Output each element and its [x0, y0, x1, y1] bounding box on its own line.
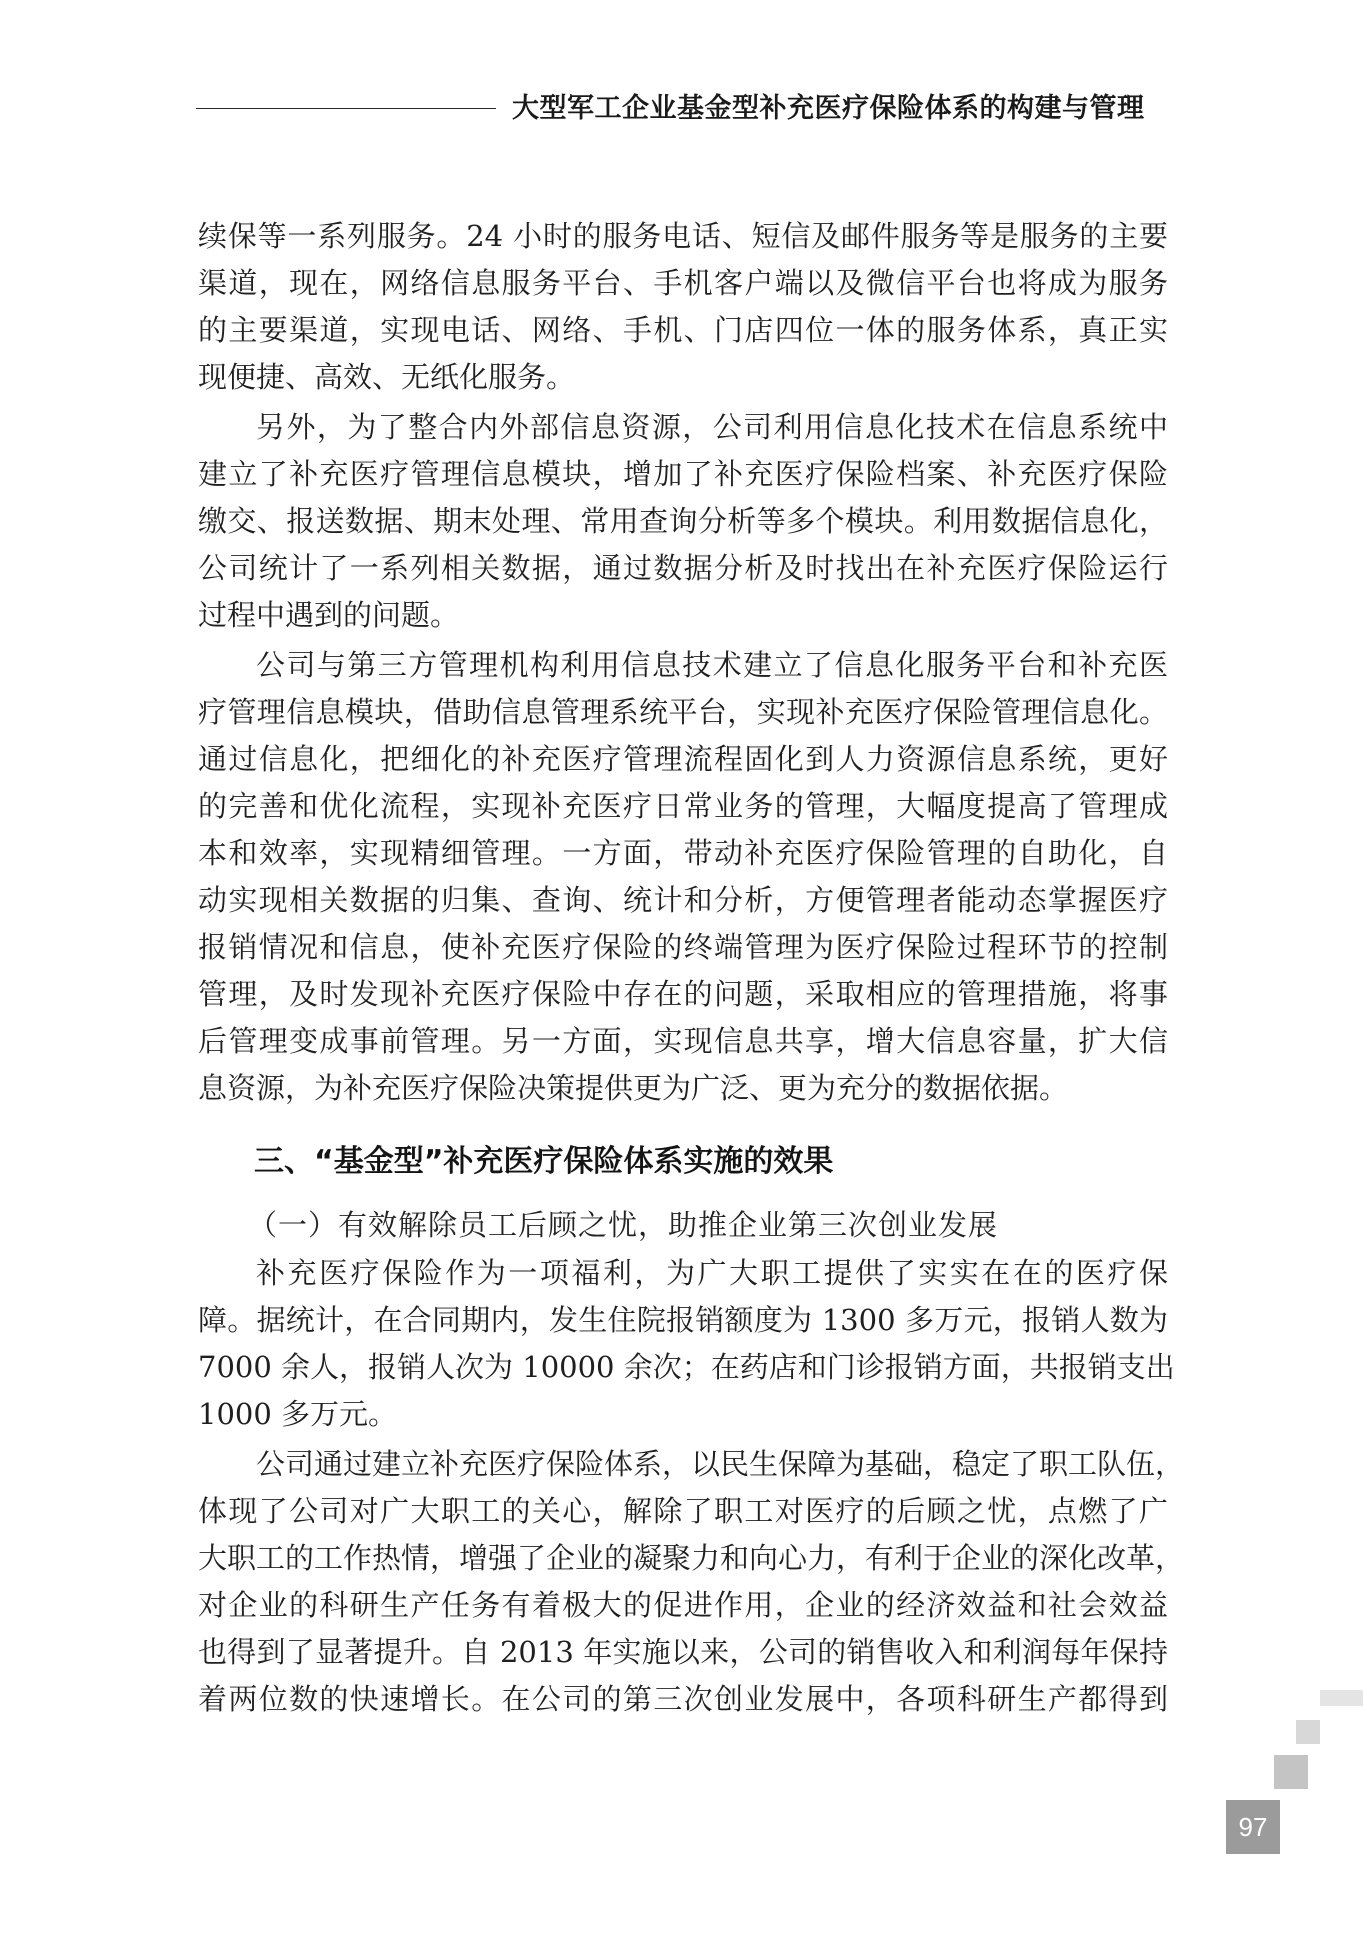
text-line: 后管理变成事前管理。另一方面，实现信息共享，增大信息容量，扩大信 [198, 1024, 1168, 1058]
text-line: 补充医疗保险作为一项福利，为广大职工提供了实实在在的医疗保 [256, 1256, 1168, 1290]
paragraph [198, 213, 1168, 401]
text-line: 障。据统计，在合同期内，发生住院报销额度为 1300 多万元，报销人数为 [198, 1303, 1168, 1337]
paragraph [198, 404, 1168, 639]
text-line: 着两位数的快速增长。在公司的第三次创业发展中，各项科研生产都得到 [198, 1682, 1168, 1716]
text-line: 动实现相关数据的归集、查询、统计和分析，方便管理者能动态掌握医疗 [198, 883, 1168, 917]
decorative-square [1274, 1755, 1308, 1789]
text-line: 的完善和优化流程，实现补充医疗日常业务的管理，大幅度提高了管理成 [198, 789, 1168, 823]
text-line: 续保等一系列服务。24 小时的服务电话、短信及邮件服务等是服务的主要 [198, 219, 1168, 253]
decorative-square [1296, 1720, 1320, 1744]
text-line: 本和效率，实现精细管理。一方面，带动补充医疗保险管理的自助化，自 [198, 836, 1168, 870]
text-line: 公司与第三方管理机构利用信息技术建立了信息化服务平台和补充医 [256, 648, 1168, 682]
running-header-title: 大型军工企业基金型补充医疗保险体系的构建与管理 [512, 93, 1145, 124]
text-line: 现便捷、高效、无纸化服务。 [198, 360, 576, 394]
text-line: 公司统计了一系列相关数据，通过数据分析及时找出在补充医疗保险运行 [198, 551, 1168, 585]
text-line: 报销情况和信息，使补充医疗保险的终端管理为医疗保险过程环节的控制 [198, 930, 1168, 964]
text-line: 也得到了显著提升。自 2013 年实施以来，公司的销售收入和利润每年保持 [198, 1635, 1168, 1669]
paragraph [198, 642, 1168, 1112]
decorative-square [1320, 1690, 1363, 1706]
body-text [198, 213, 1185, 1723]
text-line: 对企业的科研生产任务有着极大的促进作用，企业的经济效益和社会效益 [198, 1588, 1168, 1622]
text-line: 1000 多万元。 [198, 1397, 398, 1431]
section-heading: 三、“基金型”补充医疗保险体系实施的效果 [254, 1144, 834, 1179]
sub-heading: （一）有效解除员工后顾之忧，助推企业第三次创业发展 [248, 1208, 999, 1242]
text-line: 通过信息化，把细化的补充医疗管理流程固化到人力资源信息系统，更好 [198, 742, 1168, 776]
paragraph [198, 1250, 1175, 1438]
text-line: 管理，及时发现补充医疗保险中存在的问题，采取相应的管理措施，将事 [198, 977, 1168, 1011]
text-line: 7000 余人，报销人次为 10000 余次；在药店和门诊报销方面，共报销支出 [198, 1350, 1175, 1384]
text-line: 渠道，现在，网络信息服务平台、手机客户端以及微信平台也将成为服务 [198, 266, 1168, 300]
text-line: 疗管理信息模块，借助信息管理系统平台，实现补充医疗保险管理信息化。 [198, 695, 1168, 729]
text-line: 大职工的工作热情，增强了企业的凝聚力和向心力，有利于企业的深化改革， [198, 1541, 1185, 1575]
paragraph [198, 1441, 1185, 1723]
text-line: 过程中遇到的问题。 [198, 598, 460, 632]
text-line: 息资源，为补充医疗保险决策提供更为广泛、更为充分的数据依据。 [198, 1071, 1069, 1105]
page-number: 97 [1226, 1800, 1280, 1854]
text-line: 另外，为了整合内外部信息资源，公司利用信息化技术在信息系统中 [256, 410, 1168, 444]
text-line: 的主要渠道，实现电话、网络、手机、门店四位一体的服务体系，真正实 [198, 313, 1168, 347]
text-line: 建立了补充医疗管理信息模块，增加了补充医疗保险档案、补充医疗保险 [198, 457, 1168, 491]
header-rule [196, 108, 496, 109]
text-line: 缴交、报送数据、期末处理、常用查询分析等多个模块。利用数据信息化， [198, 504, 1168, 538]
text-line: 公司通过建立补充医疗保险体系，以民生保障为基础，稳定了职工队伍， [256, 1447, 1185, 1481]
text-line: 体现了公司对广大职工的关心，解除了职工对医疗的后顾之忧，点燃了广 [198, 1494, 1168, 1528]
